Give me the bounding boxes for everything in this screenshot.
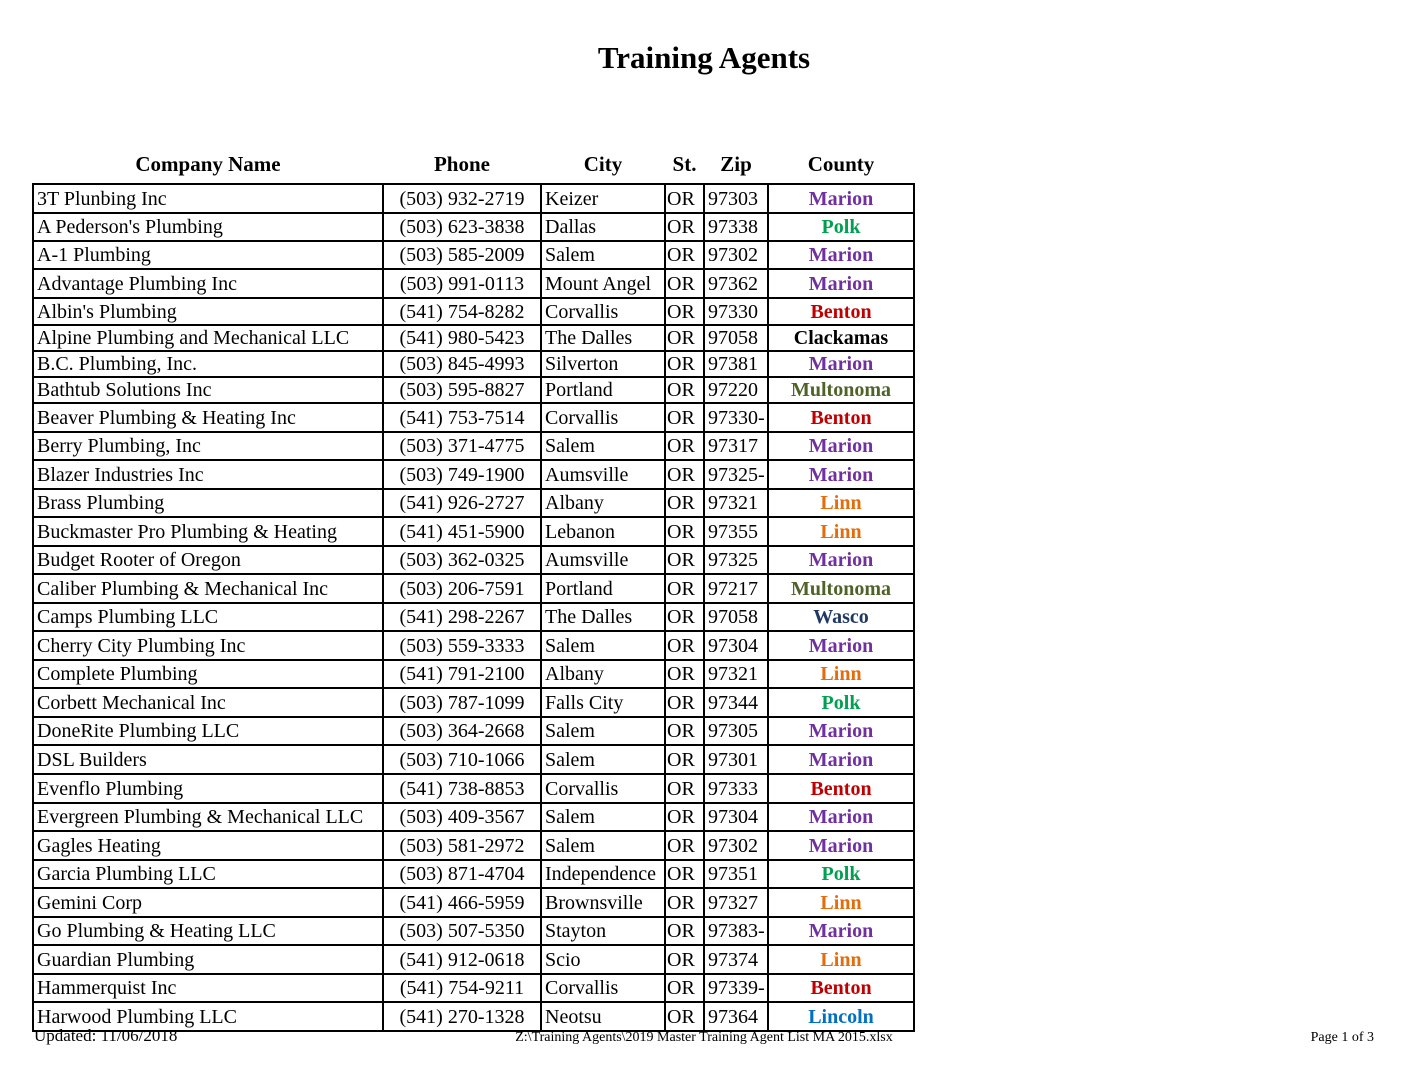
table-row xyxy=(34,185,913,214)
zip-cell: 97333 xyxy=(705,775,769,802)
county-cell: Wasco xyxy=(813,606,869,628)
state-cell: OR xyxy=(666,270,705,297)
company-cell: Buckmaster Pro Plumbing & Heating xyxy=(34,518,384,545)
zip-cell: 97301 xyxy=(705,746,769,773)
zip-cell: 97304 xyxy=(705,804,769,830)
state-cell: OR xyxy=(666,661,705,687)
phone-cell: (541) 754-8282 xyxy=(384,299,542,324)
phone-cell: (503) 932-2719 xyxy=(384,185,542,212)
city-cell: Stayton xyxy=(542,918,666,944)
table-row xyxy=(34,326,913,352)
company-cell: Complete Plumbing xyxy=(34,661,384,687)
zip-cell: 97339- xyxy=(705,975,769,1001)
county-cell: Multonoma xyxy=(791,379,891,401)
zip-cell: 97351 xyxy=(705,861,769,887)
county-cell: Marion xyxy=(808,806,874,828)
county-cell: Clackamas xyxy=(793,327,889,349)
company-cell: A-1 Plumbing xyxy=(34,242,384,268)
table-row xyxy=(34,547,913,575)
table-row xyxy=(34,518,913,547)
header-county: County xyxy=(807,152,875,176)
city-cell: Lebanon xyxy=(542,518,666,545)
phone-cell: (503) 991-0113 xyxy=(384,270,542,297)
city-cell: Salem xyxy=(542,804,666,830)
county-cell: Marion xyxy=(808,244,874,266)
state-cell: OR xyxy=(666,604,705,630)
phone-cell: (541) 980-5423 xyxy=(384,326,542,350)
company-cell: Alpine Plumbing and Mechanical LLC xyxy=(34,326,384,350)
county-cell: Marion xyxy=(808,634,874,657)
city-cell: Salem xyxy=(542,746,666,773)
state-cell: OR xyxy=(666,804,705,830)
table-row xyxy=(34,746,913,775)
company-cell: DSL Builders xyxy=(34,746,384,773)
table-row xyxy=(34,378,913,404)
state-cell: OR xyxy=(666,918,705,944)
city-cell: Corvallis xyxy=(542,775,666,802)
company-cell: Bathtub Solutions Inc xyxy=(34,378,384,402)
company-cell: Albin's Plumbing xyxy=(34,299,384,324)
city-cell: The Dalles xyxy=(542,604,666,630)
state-cell: OR xyxy=(666,632,705,659)
table-row xyxy=(34,461,913,490)
state-cell: OR xyxy=(666,746,705,773)
city-cell: The Dalles xyxy=(542,326,666,350)
zip-cell: 97220 xyxy=(705,378,769,402)
phone-cell: (503) 559-3333 xyxy=(384,632,542,659)
city-cell: Aumsville xyxy=(542,461,666,488)
table-row xyxy=(34,689,913,718)
state-cell: OR xyxy=(666,975,705,1001)
phone-cell: (503) 585-2009 xyxy=(384,242,542,268)
company-cell: Guardian Plumbing xyxy=(34,946,384,973)
county-cell: Linn xyxy=(820,891,862,914)
zip-cell: 97327 xyxy=(705,889,769,916)
phone-cell: (503) 749-1900 xyxy=(384,461,542,488)
zip-cell: 97321 xyxy=(705,490,769,516)
county-cell: Benton xyxy=(810,777,872,800)
header-company: Company Name xyxy=(135,152,281,176)
zip-cell: 97317 xyxy=(705,433,769,459)
table-row xyxy=(34,832,913,861)
state-cell: OR xyxy=(666,718,705,744)
city-cell: Dallas xyxy=(542,214,666,240)
state-cell: OR xyxy=(666,490,705,516)
table-row xyxy=(34,242,913,270)
state-cell: OR xyxy=(666,575,705,602)
phone-cell: (503) 623-3838 xyxy=(384,214,542,240)
city-cell: Albany xyxy=(542,490,666,516)
phone-cell: (541) 738-8853 xyxy=(384,775,542,802)
county-cell: Benton xyxy=(810,977,872,999)
zip-cell: 97344 xyxy=(705,689,769,716)
header-city: City xyxy=(583,152,623,176)
city-cell: Salem xyxy=(542,242,666,268)
phone-cell: (503) 409-3567 xyxy=(384,804,542,830)
phone-cell: (541) 451-5900 xyxy=(384,518,542,545)
phone-cell: (503) 710-1066 xyxy=(384,746,542,773)
phone-cell: (541) 926-2727 xyxy=(384,490,542,516)
company-cell: Brass Plumbing xyxy=(34,490,384,516)
table-row xyxy=(34,214,913,242)
county-cell: Marion xyxy=(808,435,874,457)
updated-date: Updated: 11/06/2018 xyxy=(34,1026,178,1045)
state-cell: OR xyxy=(666,775,705,802)
state-cell: OR xyxy=(666,547,705,573)
company-cell: Budget Rooter of Oregon xyxy=(34,547,384,573)
phone-cell: (503) 787-1099 xyxy=(384,689,542,716)
phone-cell: (503) 371-4775 xyxy=(384,433,542,459)
county-cell: Marion xyxy=(808,272,874,295)
table-row xyxy=(34,975,913,1003)
city-cell: Independence xyxy=(542,861,666,887)
company-cell: Evergreen Plumbing & Mechanical LLC xyxy=(34,804,384,830)
city-cell: Salem xyxy=(542,832,666,859)
table-row xyxy=(34,775,913,804)
company-cell: DoneRite Plumbing LLC xyxy=(34,718,384,744)
state-cell: OR xyxy=(666,214,705,240)
table-row xyxy=(34,299,913,326)
phone-cell: (541) 754-9211 xyxy=(384,975,542,1001)
phone-cell: (541) 298-2267 xyxy=(384,604,542,630)
phone-cell: (541) 466-5959 xyxy=(384,889,542,916)
county-cell: Marion xyxy=(808,720,874,742)
company-cell: Blazer Industries Inc xyxy=(34,461,384,488)
zip-cell: 97302 xyxy=(705,242,769,268)
state-cell: OR xyxy=(666,1003,705,1030)
zip-cell: 97325- xyxy=(705,461,769,488)
state-cell: OR xyxy=(666,461,705,488)
company-cell: Berry Plumbing, Inc xyxy=(34,433,384,459)
zip-cell: 97305 xyxy=(705,718,769,744)
company-cell: Garcia Plumbing LLC xyxy=(34,861,384,887)
training-agents-table xyxy=(32,183,915,1032)
zip-cell: 97058 xyxy=(705,604,769,630)
state-cell: OR xyxy=(666,433,705,459)
phone-cell: (541) 791-2100 xyxy=(384,661,542,687)
city-cell: Salem xyxy=(542,632,666,659)
table-row xyxy=(34,575,913,604)
state-cell: OR xyxy=(666,889,705,916)
county-cell: Polk xyxy=(821,863,861,885)
city-cell: Falls City xyxy=(542,689,666,716)
file-path: Z:\Training Agents\2019 Master Training Agent List MA 2015.xlsx xyxy=(515,1030,893,1045)
zip-cell: 97325 xyxy=(705,547,769,573)
company-cell: Cherry City Plumbing Inc xyxy=(34,632,384,659)
county-cell: Marion xyxy=(808,748,874,771)
phone-cell: (503) 507-5350 xyxy=(384,918,542,944)
zip-cell: 97321 xyxy=(705,661,769,687)
state-cell: OR xyxy=(666,378,705,402)
phone-cell: (503) 206-7591 xyxy=(384,575,542,602)
phone-cell: (503) 871-4704 xyxy=(384,861,542,887)
state-cell: OR xyxy=(666,326,705,350)
company-cell: Gemini Corp xyxy=(34,889,384,916)
county-cell: Marion xyxy=(808,353,874,375)
phone-cell: (503) 595-8827 xyxy=(384,378,542,402)
county-cell: Multonoma xyxy=(791,577,891,600)
company-cell: Gagles Heating xyxy=(34,832,384,859)
table-row xyxy=(34,270,913,299)
phone-cell: (503) 845-4993 xyxy=(384,352,542,376)
company-cell: 3T Plunbing Inc xyxy=(34,185,384,212)
table-row xyxy=(34,404,913,433)
city-cell: Portland xyxy=(542,575,666,602)
table-row xyxy=(34,889,913,918)
state-cell: OR xyxy=(666,404,705,431)
county-cell: Marion xyxy=(808,834,874,857)
zip-cell: 97364 xyxy=(705,1003,769,1030)
zip-cell: 97383- xyxy=(705,918,769,944)
phone-cell: (503) 362-0325 xyxy=(384,547,542,573)
zip-cell: 97362 xyxy=(705,270,769,297)
state-cell: OR xyxy=(666,242,705,268)
county-cell: Polk xyxy=(821,691,861,714)
table-row xyxy=(34,604,913,632)
state-cell: OR xyxy=(666,299,705,324)
company-cell: Caliber Plumbing & Mechanical Inc xyxy=(34,575,384,602)
county-cell: Marion xyxy=(808,187,874,210)
company-cell: Corbett Mechanical Inc xyxy=(34,689,384,716)
phone-cell: (503) 581-2972 xyxy=(384,832,542,859)
city-cell: Silverton xyxy=(542,352,666,376)
table-row xyxy=(34,804,913,832)
phone-cell: (541) 753-7514 xyxy=(384,404,542,431)
city-cell: Corvallis xyxy=(542,404,666,431)
table-row xyxy=(34,918,913,946)
company-cell: Beaver Plumbing & Heating Inc xyxy=(34,404,384,431)
city-cell: Albany xyxy=(542,661,666,687)
header-state: St. xyxy=(672,152,697,176)
page-number: Page 1 of 3 xyxy=(1310,1030,1374,1045)
header-zip: Zip xyxy=(720,152,752,176)
table-row xyxy=(34,661,913,689)
county-cell: Marion xyxy=(808,463,874,486)
company-cell: A Pederson's Plumbing xyxy=(34,214,384,240)
county-cell: Linn xyxy=(820,663,862,685)
company-cell: Advantage Plumbing Inc xyxy=(34,270,384,297)
phone-cell: (541) 912-0618 xyxy=(384,946,542,973)
city-cell: Portland xyxy=(542,378,666,402)
table-row xyxy=(34,433,913,461)
city-cell: Scio xyxy=(542,946,666,973)
table-row xyxy=(34,490,913,518)
phone-cell: (503) 364-2668 xyxy=(384,718,542,744)
county-cell: Marion xyxy=(808,549,874,571)
zip-cell: 97058 xyxy=(705,326,769,350)
city-cell: Mount Angel xyxy=(542,270,666,297)
state-cell: OR xyxy=(666,861,705,887)
city-cell: Salem xyxy=(542,433,666,459)
page-title: Training Agents xyxy=(597,40,811,75)
company-cell: Go Plumbing & Heating LLC xyxy=(34,918,384,944)
table-row xyxy=(34,632,913,661)
company-cell: Harwood Plumbing LLC xyxy=(34,1003,384,1030)
state-cell: OR xyxy=(666,946,705,973)
county-cell: Benton xyxy=(810,406,872,429)
table-row xyxy=(34,946,913,975)
zip-cell: 97374 xyxy=(705,946,769,973)
state-cell: OR xyxy=(666,689,705,716)
company-cell: Hammerquist Inc xyxy=(34,975,384,1001)
zip-cell: 97303 xyxy=(705,185,769,212)
zip-cell: 97355 xyxy=(705,518,769,545)
zip-cell: 97304 xyxy=(705,632,769,659)
county-cell: Benton xyxy=(810,300,872,323)
city-cell: Salem xyxy=(542,718,666,744)
company-cell: Evenflo Plumbing xyxy=(34,775,384,802)
zip-cell: 97330 xyxy=(705,299,769,324)
state-cell: OR xyxy=(666,185,705,212)
phone-cell: (541) 270-1328 xyxy=(384,1003,542,1030)
table-row xyxy=(34,861,913,889)
city-cell: Aumsville xyxy=(542,547,666,573)
county-cell: Marion xyxy=(808,920,874,942)
county-cell: Linn xyxy=(820,492,862,514)
city-cell: Corvallis xyxy=(542,975,666,1001)
zip-cell: 97217 xyxy=(705,575,769,602)
zip-cell: 97381 xyxy=(705,352,769,376)
city-cell: Brownsville xyxy=(542,889,666,916)
state-cell: OR xyxy=(666,352,705,376)
county-cell: Linn xyxy=(820,520,862,543)
table-row xyxy=(34,352,913,378)
zip-cell: 97302 xyxy=(705,832,769,859)
company-cell: Camps Plumbing LLC xyxy=(34,604,384,630)
company-cell: B.C. Plumbing, Inc. xyxy=(34,352,384,376)
header-phone: Phone xyxy=(433,152,490,176)
city-cell: Keizer xyxy=(542,185,666,212)
county-cell: Polk xyxy=(821,216,861,238)
city-cell: Neotsu xyxy=(542,1003,666,1030)
zip-cell: 97338 xyxy=(705,214,769,240)
state-cell: OR xyxy=(666,518,705,545)
state-cell: OR xyxy=(666,832,705,859)
county-cell: Lincoln xyxy=(808,1005,874,1028)
city-cell: Corvallis xyxy=(542,299,666,324)
zip-cell: 97330- xyxy=(705,404,769,431)
table-row xyxy=(34,718,913,746)
county-cell: Linn xyxy=(820,948,862,971)
